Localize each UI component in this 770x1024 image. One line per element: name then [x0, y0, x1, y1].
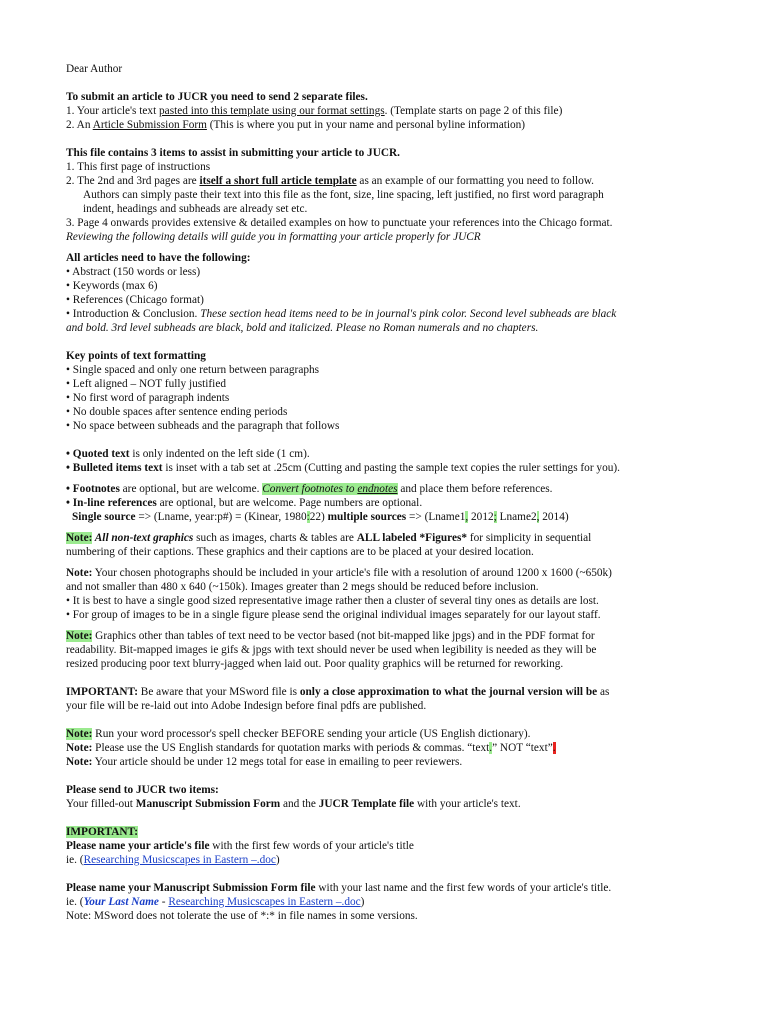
- list-item-cont: and bold. 3rd level subheads are black, bold and italicized. Please no Roman numerals and no chapters.: [66, 322, 539, 334]
- form-file-example: ie. (Your Last Name - Researching Musicscapes in Eastern –.doc): [66, 896, 365, 908]
- list-item: • References (Chicago format): [66, 294, 204, 306]
- send-items: Your filled-out Manuscript Submission Form and the JUCR Template file with your article's text.: [66, 798, 521, 810]
- article-file-example: ie. (Researching Musicscapes in Eastern –.doc): [66, 854, 280, 866]
- list-item: • Single spaced and only one return between paragraphs: [66, 364, 320, 376]
- photos-note: Note: Your chosen photographs should be included in your article's file with a resolution of around 1200 x 1600 (~650k): [66, 567, 612, 579]
- photos-note-cont: and not smaller than 480 x 640 (~150k). Images greater than 2 megs should be reduced before inclusion.: [66, 581, 539, 593]
- submit-item-2: 2. An Article Submission Form (This is where you put in your name and personal byline information): [66, 119, 526, 131]
- article-file-naming: Please name your article's file with the first few words of your article's title: [66, 840, 414, 852]
- list-item: • Introduction & Conclusion. These section head items need to be in journal's pink color. Second level subheads are black: [66, 308, 617, 320]
- important-note-1-cont: your file will be re-laid out into Adobe Indesign before final pdfs are published.: [66, 700, 427, 712]
- template-link-text: pasted into this template using our format settings: [159, 105, 385, 117]
- contains-heading: This file contains 3 items to assist in submitting your article to JUCR.: [66, 147, 400, 159]
- list-item: • It is best to have a single good sized representative image rather then a cluster of several tiny ones as details are lost.: [66, 595, 599, 607]
- key-points-heading: Key points of text formatting: [66, 350, 206, 362]
- bulleted-text-rule: • Bulleted items text is inset with a tab set at .25cm (Cutting and pasting the sample text copies the ruler settings for you).: [66, 462, 620, 474]
- quotation-note: Note: Please use the US English standards for quotation marks with periods & commas. “text.” NOT “text”.: [66, 742, 556, 754]
- list-item: • Abstract (150 words or less): [66, 266, 201, 278]
- all-articles-heading: All articles need to have the following:: [66, 252, 251, 264]
- spellcheck-note: Note: Run your word processor's spell checker BEFORE sending your article (US English dictionary).: [66, 728, 531, 740]
- footnotes-rule: • Footnotes are optional, but are welcome. Convert footnotes to endnotes and place them before references.: [66, 483, 553, 495]
- list-item: • Keywords (max 6): [66, 280, 158, 292]
- quoted-text-rule: • Quoted text is only indented on the left side (1 cm).: [66, 448, 310, 460]
- document-page: [66, 62, 706, 923]
- list-item: • For group of images to be in a single figure please send the original individual images separately for our layout staff.: [66, 609, 601, 621]
- contains-item-2-cont-1: Authors can simply paste their text into this file as the font, size, line spacing, left justified, no first word paragraph: [83, 189, 604, 201]
- graphics-note-cont: readability. Bit-mapped images ie gifs & jpgs with text should never be used when legibility is needed as they will be: [66, 644, 597, 656]
- important-note-2: IMPORTANT:: [66, 826, 138, 838]
- send-heading: Please send to JUCR two items:: [66, 784, 219, 796]
- contains-item-2: 2. The 2nd and 3rd pages are itself a short full article template as an example of our formatting you need to follow.: [66, 175, 594, 187]
- list-item: • No space between subheads and the paragraph that follows: [66, 420, 340, 432]
- nontext-note: Note: All non-text graphics such as images, charts & tables are ALL labeled *Figures* for simplicity in sequential: [66, 532, 592, 544]
- list-item: • No double spaces after sentence ending periods: [66, 406, 288, 418]
- greeting: Dear Author: [66, 63, 123, 75]
- inline-references-rule: • In-line references are optional, but are welcome. Page numbers are optional.: [66, 497, 423, 509]
- nontext-note-cont: numbering of their captions. These graphics and their captions are to be placed at your desired location.: [66, 546, 534, 558]
- guide-text: Reviewing the following details will guide you in formatting your article properly for JUCR: [66, 231, 481, 243]
- form-file-naming: Please name your Manuscript Submission Form file with your last name and the first few words of your article's title.: [66, 882, 612, 894]
- list-item: • Left aligned – NOT fully justified: [66, 378, 226, 390]
- list-item: • No first word of paragraph indents: [66, 392, 230, 404]
- submit-item-1: 1. Your article's text pasted into this template using our format settings. (Template starts on page 2 of this file): [66, 105, 563, 117]
- submit-heading: To submit an article to JUCR you need to send 2 separate files.: [66, 91, 368, 103]
- important-note-1: IMPORTANT: Be aware that your MSword file is only a close approximation to what the journal version will be as: [66, 686, 610, 698]
- submission-form-link-text: Article Submission Form: [92, 119, 207, 131]
- contains-item-1: 1. This first page of instructions: [66, 161, 211, 173]
- citation-examples: Single source => (Lname, year:p#) = (Kinear, 1980:22) multiple sources => (Lname1, 2012; Lname2, 2014): [72, 511, 569, 523]
- example-form-filename-link[interactable]: Researching Musicscapes in Eastern –.doc: [168, 896, 361, 908]
- msword-filename-note: Note: MSword does not tolerate the use of *:* in file names in some versions.: [66, 910, 418, 922]
- example-filename-link[interactable]: Researching Musicscapes in Eastern –.doc: [83, 854, 276, 866]
- graphics-note-cont: resized producing poor text blurry-jagged when laid out. Poor quality graphics will be returned for reworking.: [66, 658, 564, 670]
- contains-item-3: 3. Page 4 onwards provides extensive & detailed examples on how to punctuate your references into the Chicago format.: [66, 217, 613, 229]
- contains-item-2-cont-2: indent, headings and subheads are already set etc.: [83, 203, 308, 215]
- graphics-note: Note: Graphics other than tables of text need to be vector based (not bit-mapped like jpgs) and in the PDF format for: [66, 630, 595, 642]
- filesize-note: Note: Your article should be under 12 megs total for ease in emailing to peer reviewers.: [66, 756, 463, 768]
